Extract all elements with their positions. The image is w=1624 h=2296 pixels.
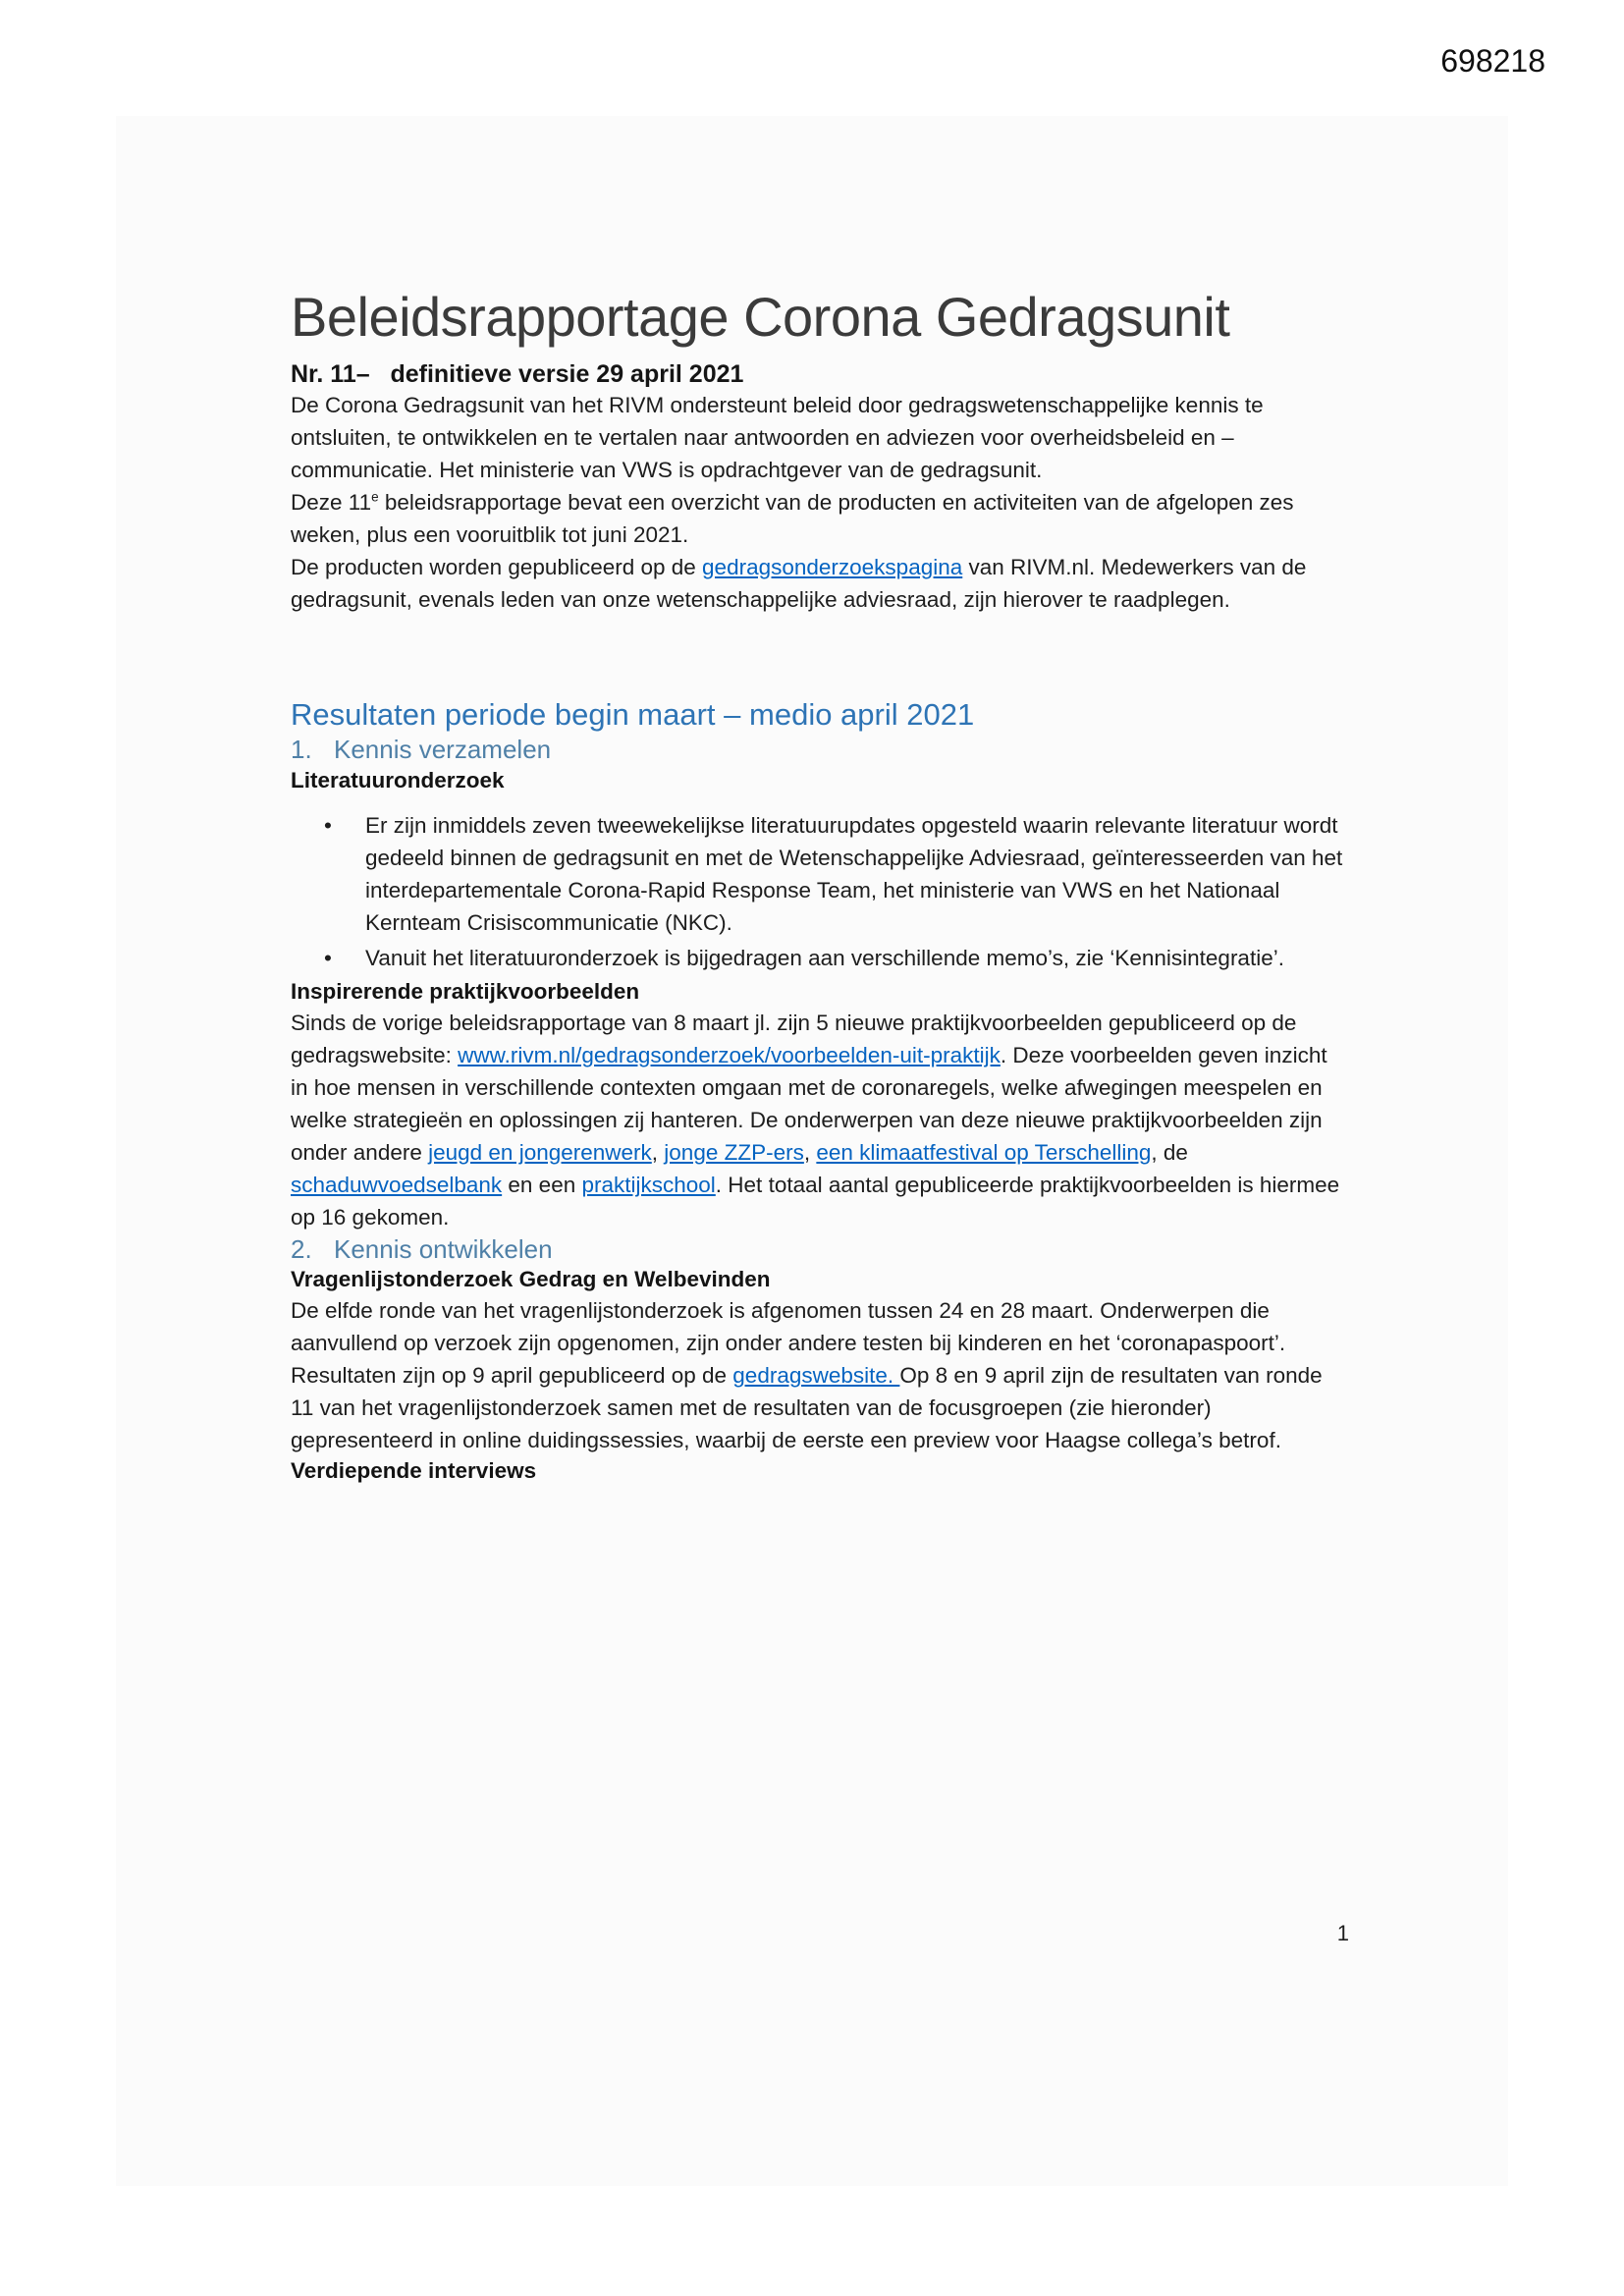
hyperlink[interactable]: schaduwvoedselbank [291,1172,503,1197]
hyperlink[interactable]: gedragsonderzoekspagina [702,554,963,579]
subsection-1-number: 1. [291,735,312,765]
hyperlink[interactable]: praktijkschool [581,1172,716,1197]
vragenlijst-paragraph: De elfde ronde van het vragenlijstonderzoek is afgenomen tussen 24 en 28 maart. Onderwerpen die aanvullend op verzoek zijn opgenomen, zijn onder andere testen bij kinderen en het ‘coronapaspoort’. Resultaten zijn op 9 april gepubliceerd op de gedragswebsite. Op 8 en 9 april zijn de resultaten van ronde 11 van het vragenlijstonderzoek samen met de resultaten van de focusgroepen (zie hieronder) gepresenteerd in online duidingssessies, waarbij de eerste een preview voor Haagse collega’s betrof. [291,1298,1323,1453]
literatuur-bullet-list [291,809,1349,974]
subsection-kennis-ontwikkelen [291,1233,1349,1266]
bullet-item: • Vanuit het literatuuronderzoek is bijgedragen aan verschillende memo’s, zie ‘Kennisintegratie’. [365,942,1349,974]
hyperlink[interactable]: www.rivm.nl/gedragsonderzoek/voorbeelden-uit-praktijk [458,1042,1001,1067]
intro-paragraph-1: De Corona Gedragsunit van het RIVM ondersteunt beleid door gedragswetenschappelijke kennis te ontsluiten, te ontwikkelen en te vertalen naar antwoorden en adviezen voor overheidsbeleid en – communicatie. Het ministerie van VWS is opdrachtgever van de gedragsunit. [291,392,1264,482]
page-number: 1 [1336,1921,1349,1945]
intro-paragraph-2: Deze 11e beleidsrapportage bevat een overzicht van de producten en activiteiten van de afgelopen zes weken, plus een vooruitblik tot juni 2021. De producten worden gepubliceerd op de gedragsonderzoekspagina van RIVM.nl. Medewerkers van de gedragsunit, evenals leden van onze wetenschappelijke adviesraad, zijn hierover te raadplegen. [291,489,1307,612]
bullet-item: • Er zijn inmiddels zeven tweewekelijkse literatuurupdates opgesteld waarin relevante literatuur wordt gedeeld binnen de gedragsunit en met de Wetenschappelijke Adviesraad, geïnteresseerden van het interdepartementale Corona-Rapid Response Team, het ministerie van VWS en het Nationaal Kernteam Crisiscommunicatie (NKC). [365,809,1349,939]
heading-verdiepende-interviews: Verdiepende interviews [291,1458,537,1484]
heading-praktijkvoorbeelden: Inspirerende praktijkvoorbeelden [291,978,640,1004]
subsection-2-number: 2. [291,1233,312,1264]
subsection-2-label: Kennis ontwikkelen [334,1233,553,1264]
hyperlink[interactable]: jeugd en jongerenwerk [428,1139,652,1165]
praktijk-paragraph: Sinds de vorige beleidsrapportage van 8 maart jl. zijn 5 nieuwe praktijkvoorbeelden gepubliceerd op de gedragswebsite: www.rivm.nl/gedragsonderzoek/voorbeelden-uit-praktijk. Deze voorbeelden geven inzicht in hoe mensen in verschillende contexten omgaan met de coronaregels, welke afwegingen meespelen en welke strategieën en oplossingen zij hanteren. De onderwerpen van deze nieuwe praktijkvoorbeelden zijn onder andere jeugd en jongerenwerk, jonge ZZP-ers, een klimaatfestival op Terschelling, de schaduwvoedselbank en een praktijkschool. Het totaal aantal gepubliceerde praktijkvoorbeelden is hiermee op 16 gekomen. [291,1010,1340,1230]
superscript: e [371,489,379,505]
document-subtitle: Nr. 11– definitieve versie 29 april 2021 [291,359,744,388]
heading-literatuuronderzoek: Literatuuronderzoek [291,767,505,793]
heading-vragenlijstonderzoek: Vragenlijstonderzoek Gedrag en Welbevinden [291,1267,771,1292]
section-heading-resultaten: Resultaten periode begin maart – medio april 2021 [291,696,975,732]
hyperlink[interactable]: jonge ZZP-ers [664,1139,804,1165]
hyperlink[interactable]: een klimaatfestival op Terschelling [816,1139,1152,1165]
subsection-1-label: Kennis verzamelen [334,735,552,765]
hyperlink[interactable]: gedragswebsite. [732,1363,900,1389]
document-body [291,0,1349,1486]
document-title: Beleidsrapportage Corona Gedragsunit [291,286,1230,348]
document-number: 698218 [1440,43,1545,79]
subsection-kennis-verzamelen [291,734,1349,766]
